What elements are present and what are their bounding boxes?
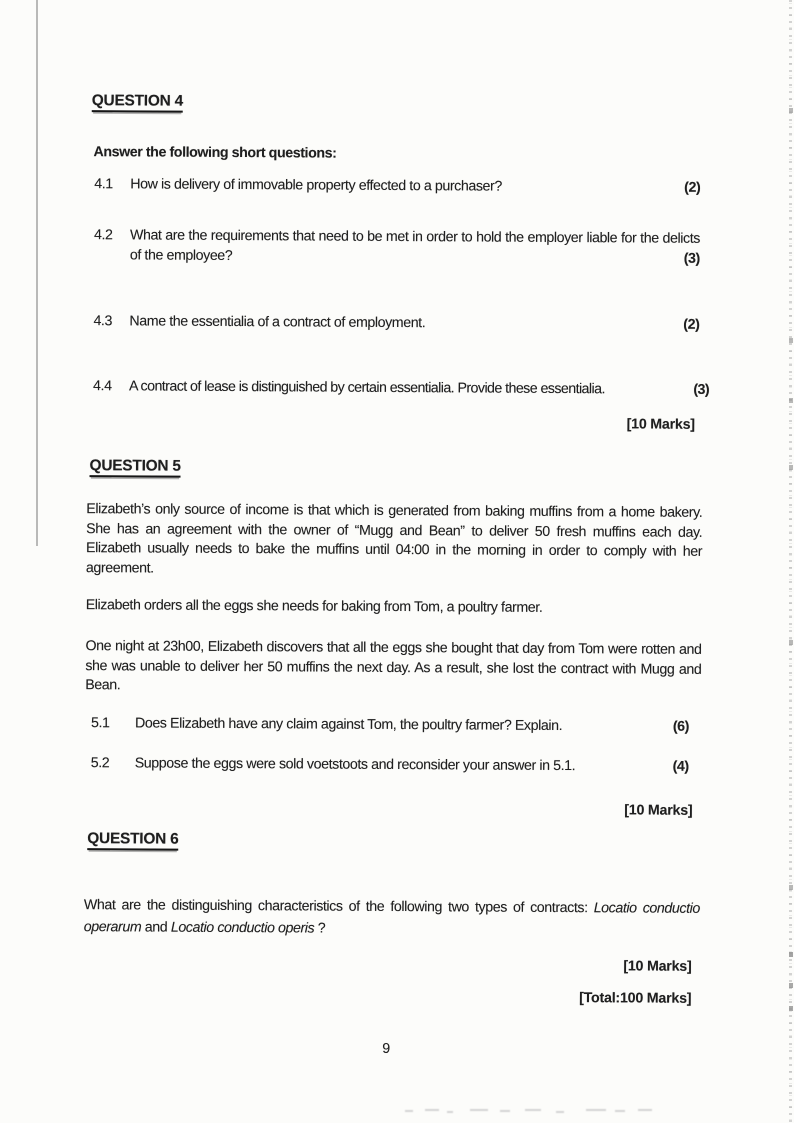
item-number: 5.1 xyxy=(90,715,110,732)
case-paragraph-2: Elizabeth orders all the eggs she needs for baking from Tom, a poultry farmer. xyxy=(85,597,543,616)
bleed-through-mark xyxy=(615,1110,625,1112)
item-number: 5.2 xyxy=(90,755,110,772)
question-item-4-3 xyxy=(93,312,699,335)
question6-text-between: and xyxy=(141,919,171,936)
item-text-wrap xyxy=(135,714,689,737)
item-number: 4.4 xyxy=(93,378,112,395)
question4-total-marks: [10 Marks] xyxy=(626,416,695,433)
question-item-4-1 xyxy=(94,175,700,198)
question6-total-marks: [10 Marks] xyxy=(623,958,692,975)
question-item-4-4 xyxy=(93,377,709,400)
scan-tick-mark xyxy=(789,465,793,470)
latin-term-1: Locatio conductio operarum xyxy=(83,900,700,936)
item-text-wrap xyxy=(130,226,700,268)
scan-tick-mark xyxy=(789,983,793,988)
question5-total-marks: [10 Marks] xyxy=(624,802,693,819)
bleed-through-mark xyxy=(425,1109,439,1111)
bleed-through-mark xyxy=(586,1109,606,1111)
bleed-through-mark xyxy=(447,1111,453,1113)
paper-grand-total: [Total:100 Marks] xyxy=(579,990,692,1007)
scan-tick-mark xyxy=(789,338,793,343)
item-number: 4.3 xyxy=(93,313,113,330)
question5-heading-text: QUESTION 5 xyxy=(90,457,181,478)
item-marks: (4) xyxy=(672,758,689,775)
question6-heading xyxy=(87,830,178,849)
item-text: Suppose the eggs were sold voetstoots and reconsider your answer in 5.1. xyxy=(134,755,576,775)
question4-heading-text: QUESTION 4 xyxy=(92,92,183,113)
page-number: 9 xyxy=(382,1040,390,1057)
question-item-5-2 xyxy=(91,754,689,777)
item-text: What are the requirements that need to be met in order to hold the employer liable for the delicts of the employee? xyxy=(129,227,701,264)
item-marks: (3) xyxy=(683,250,700,267)
bleed-through-mark xyxy=(556,1111,564,1113)
item-text-wrap xyxy=(130,175,700,198)
item-number: 4.2 xyxy=(93,227,113,244)
question-item-4-2 xyxy=(94,226,700,269)
question6-text-before: What are the distinguishing characteristics of the following two types of contracts: xyxy=(83,897,594,917)
bleed-through-mark xyxy=(525,1109,541,1111)
question4-intro: Answer the following short questions: xyxy=(93,144,337,162)
item-text: A contract of lease is distinguished by certain essentialia. Provide these essentialia. xyxy=(129,378,605,398)
case-paragraph-1: Elizabeth’s only source of income is that which is generated from baking muffins from a home bakery. She has an agreement with the owner of “Mugg and Bean” to deliver 50 fresh muffins each day. Elizabeth usually needs to bake the muffins until 04:00 in the morning in order to comply with her agreement. xyxy=(85,501,703,577)
item-text: Name the essentialia of a contract of employment. xyxy=(129,313,426,332)
question6-paragraph xyxy=(84,894,700,942)
item-marks: (6) xyxy=(672,718,690,735)
question4-heading xyxy=(92,92,183,111)
case-paragraph-3: One night at 23h00, Elizabeth discovers that all the eggs she bought that day from Tom were rotten and she was unable to deliver her 50 muffins the next day. As a result, she lost the contract with Mugg and Bean. xyxy=(85,638,702,694)
item-marks: (2) xyxy=(683,316,700,333)
question5-heading xyxy=(90,457,181,476)
item-text: Does Elizabeth have any claim against Tom, the poultry farmer? Explain. xyxy=(134,715,563,735)
scan-tick-mark xyxy=(789,885,793,890)
scan-crease-line xyxy=(36,0,38,546)
bleed-through-mark xyxy=(638,1109,652,1111)
scan-tick-mark xyxy=(789,952,793,957)
item-text-wrap xyxy=(129,377,709,400)
question6-text-after: ? xyxy=(314,920,326,937)
bleed-through-mark xyxy=(405,1110,413,1112)
scan-tick-mark xyxy=(789,640,793,645)
item-marks: (3) xyxy=(693,381,710,398)
item-marks: (2) xyxy=(684,179,701,196)
item-number: 4.1 xyxy=(94,176,113,193)
item-text: How is delivery of immovable property effected to a purchaser? xyxy=(130,176,502,195)
latin-term-2: Locatio conductio operis xyxy=(170,919,315,937)
bleed-through-mark xyxy=(470,1109,488,1111)
bleed-through-mark xyxy=(500,1110,510,1112)
scan-tick-mark xyxy=(789,1006,793,1011)
item-text-wrap xyxy=(129,312,699,335)
question-item-5-1 xyxy=(91,714,689,737)
scan-tick-mark xyxy=(789,398,793,403)
scan-tick-mark xyxy=(789,108,793,113)
question6-heading-text: QUESTION 6 xyxy=(87,830,178,851)
item-text-wrap xyxy=(135,754,689,777)
